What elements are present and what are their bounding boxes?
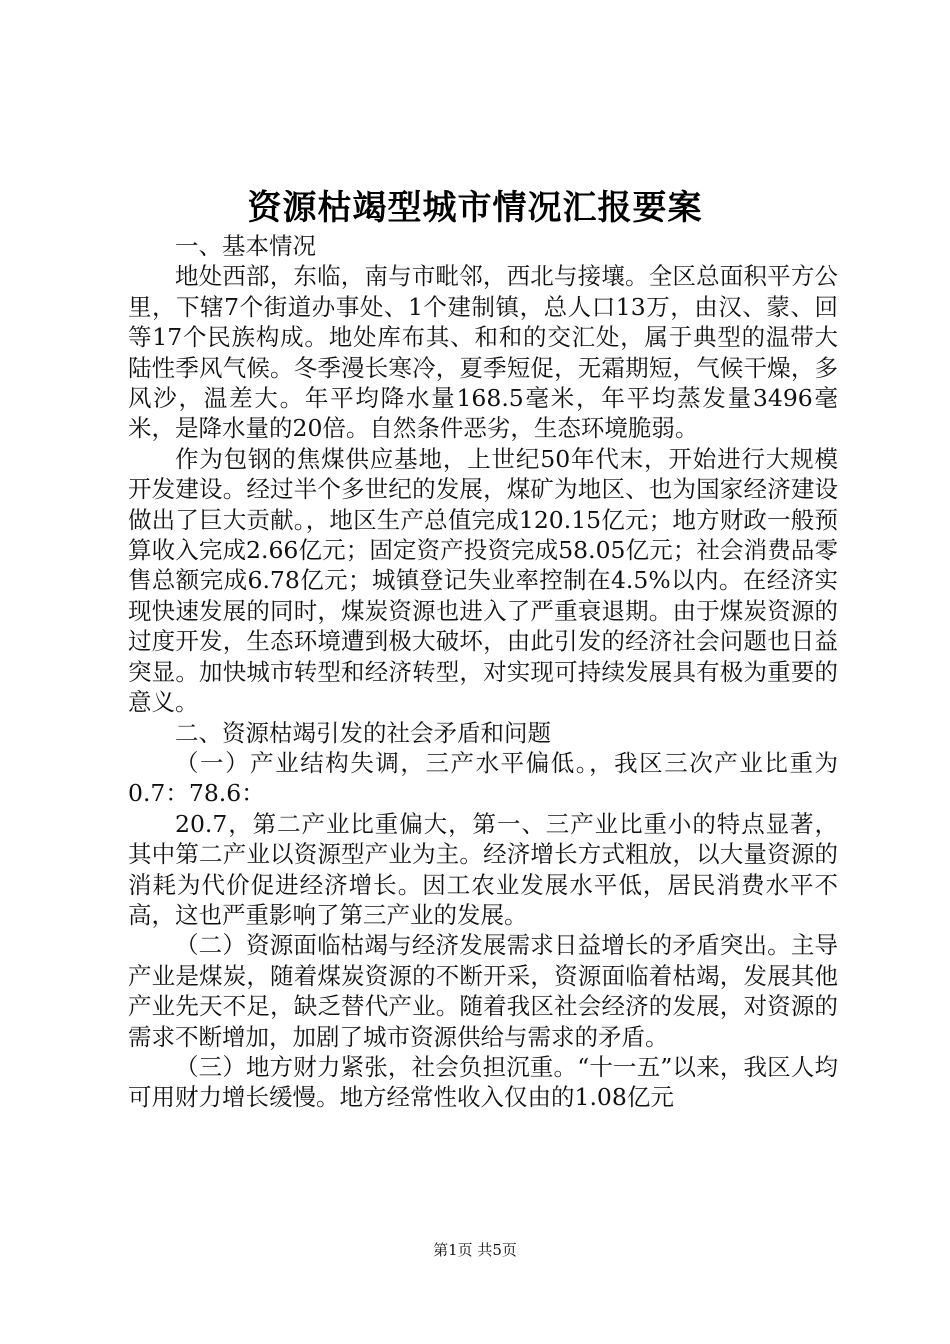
document-title: 资源枯竭型城市情况汇报要案 xyxy=(247,188,703,228)
paragraph-industry-structure: （一）产业结构失调，三产水平偏低。，我区三次产业比重为0.7：78.6： xyxy=(128,748,838,808)
section-heading-basic-info: 一、基本情况 xyxy=(175,232,316,260)
paragraph-finance: （三）地方财力紧张，社会负担沉重。“十一五”以来，我区人均可用财力增长缓慢。地方经常性收入仅由的1.08亿元 xyxy=(128,1052,838,1112)
paragraph-development: 作为包钢的焦煤供应基地，上世纪50年代末，开始进行大规模开发建设。经过半个多世纪的发展，煤矿为地区、也为国家经济建设做出了巨大贡献。，地区生产总值完成120.15亿元；地方财政一般预算收入完成2.66亿元；固定资产投资完成58.05亿元；社会消费品零售总额完成6.78亿元；城镇登记失业率控制在4.5%以内。在经济实现快速发展的同时，煤炭资源也进入了严重衰退期。由于煤炭资源的过度开发，生态环境遭到极大破坏，由此引发的经济社会问题也日益突显。加快城市转型和经济转型，对实现可持续发展具有极为重要的意义。 xyxy=(128,444,838,717)
paragraph-geography: 地处西部，东临，南与市毗邻，西北与接壤。全区总面积平方公里，下辖7个街道办事处、1个建制镇，总人口13万，由汉、蒙、回等17个民族构成。地处库布其、和和的交汇处，属于典型的温带大陆性季风气候。冬季漫长寒冷，夏季短促，无霜期短，气候干燥，多风沙，温差大。年平均降水量168.5毫米，年平均蒸发量3496毫米，是降水量的20倍。自然条件恶劣，生态环境脆弱。 xyxy=(128,262,838,443)
paragraph-resource-depletion: （二）资源面临枯竭与经济发展需求日益增长的矛盾突出。主导产业是煤炭，随着煤炭资源的不断开采，资源面临着枯竭，发展其他产业先天不足，缺乏替代产业。随着我区社会经济的发展，对资源的需求不断增加，加剧了城市资源供给与需求的矛盾。 xyxy=(128,931,838,1051)
section-heading-problems: 二、资源枯竭引发的社会矛盾和问题 xyxy=(175,718,551,747)
paragraph-industry-detail: 20.7，第二产业比重偏大，第一、三产业比重小的特点显著，其中第二产业以资源型产业为主。经济增长方式粗放，以大量资源的消耗为代价促进经济增长。因工农业发展水平低，居民消费水平不高，这也严重影响了第三产业的发展。 xyxy=(128,809,838,929)
document-body xyxy=(128,231,838,1113)
page-number-footer: 第1页 共5页 xyxy=(433,1241,517,1259)
